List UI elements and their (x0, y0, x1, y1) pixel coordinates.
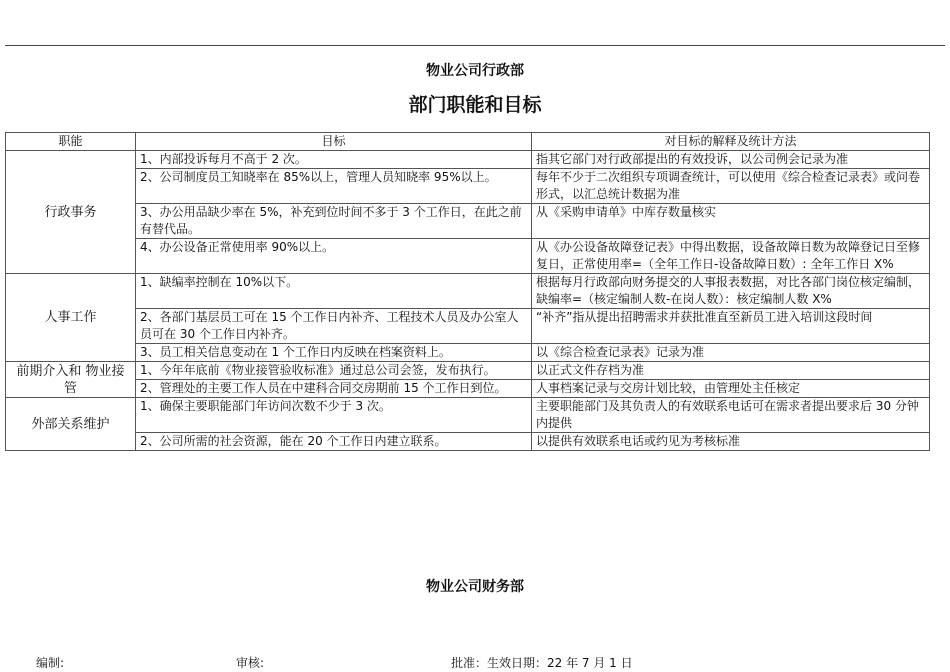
method-cell: 主要职能部门及其负责人的有效联系电话可在需求者提出要求后 30 分钟内提供 (532, 398, 930, 433)
function-cell: 人事工作 (6, 274, 136, 362)
method-cell: 每年不少于二次组织专项调查统计，可以使用《综合检查记录表》或问卷形式，以汇总统计数据为准 (532, 169, 930, 204)
goal-cell: 1、缺编率控制在 10%以下。 (136, 274, 532, 309)
goal-cell: 1、内部投诉每月不高于 2 次。 (136, 151, 532, 169)
table-row (6, 309, 930, 344)
approval-effective-date: 批准：生效日期：22 年 7 月 1 日 (451, 656, 633, 670)
finance-department-title: 物业公司财务部 (426, 579, 524, 595)
table-row (6, 380, 930, 398)
method-cell: 人事档案记录与交房计划比较，由管理处主任核定 (532, 380, 930, 398)
method-cell: 以提供有效联系电话或约见为考核标准 (532, 433, 930, 451)
table-row (6, 274, 930, 309)
table-row (6, 433, 930, 451)
column-header-method: 对目标的解释及统计方法 (532, 133, 930, 151)
table-row (6, 344, 930, 362)
department-title: 物业公司行政部 (426, 63, 524, 79)
method-cell: 根据每月行政部向财务提交的人事报表数据，对比各部门岗位核定编制，缺编率=（核定编制人数-在岗人数）：核定编制人数 X% (532, 274, 930, 309)
goal-cell: 2、公司制度员工知晓率在 85%以上，管理人员知晓率 95%以上。 (136, 169, 532, 204)
column-header-function: 职能 (6, 133, 136, 151)
method-cell: “补齐”指从提出招聘需求并获批准直至新员工进入培训这段时间 (532, 309, 930, 344)
goal-cell: 2、公司所需的社会资源，能在 20 个工作日内建立联系。 (136, 433, 532, 451)
function-cell: 行政事务 (6, 151, 136, 274)
method-cell: 指其它部门对行政部提出的有效投诉，以公司例会记录为准 (532, 151, 930, 169)
goals-table (5, 132, 930, 451)
reviewed-by-label: 审核: (236, 656, 265, 670)
table-header-row (6, 133, 930, 151)
method-cell: 以正式文件存档为准 (532, 362, 930, 380)
table-row (6, 204, 930, 239)
goal-cell: 4、办公设备正常使用率 90%以上。 (136, 239, 532, 274)
goal-cell: 3、员工相关信息变动在 1 个工作日内反映在档案资料上。 (136, 344, 532, 362)
goal-cell: 1、今年年底前《物业接管验收标准》通过总公司会签，发布执行。 (136, 362, 532, 380)
column-header-goal: 目标 (136, 133, 532, 151)
top-rule (5, 45, 945, 46)
page-title: 部门职能和目标 (408, 94, 542, 116)
method-cell: 从《采购申请单》中库存数量核实 (532, 204, 930, 239)
table-row (6, 398, 930, 433)
table-row (6, 362, 930, 380)
goal-cell: 3、办公用品缺少率在 5%，补充到位时间不多于 3 个工作日，在此之前有替代品。 (136, 204, 532, 239)
table-row (6, 151, 930, 169)
goal-cell: 1、确保主要职能部门年访问次数不少于 3 次。 (136, 398, 532, 433)
function-cell: 外部关系维护 (6, 398, 136, 451)
goal-cell: 2、管理处的主要工作人员在中建科合同交房期前 15 个工作日到位。 (136, 380, 532, 398)
table-row (6, 169, 930, 204)
method-cell: 以《综合检查记录表》记录为准 (532, 344, 930, 362)
goal-cell: 2、各部门基层员工可在 15 个工作日内补齐、工程技术人员及办公室人员可在 30 个工作日内补齐。 (136, 309, 532, 344)
method-cell: 从《办公设备故障登记表》中得出数据，设备故障日数为故障登记日至修复日，正常使用率=（全年工作日-设备故障日数）: 全年工作日 X% (532, 239, 930, 274)
function-cell: 前期介入和 物业接管 (6, 362, 136, 398)
prepared-by-label: 编制: (36, 656, 65, 670)
table-row (6, 239, 930, 274)
